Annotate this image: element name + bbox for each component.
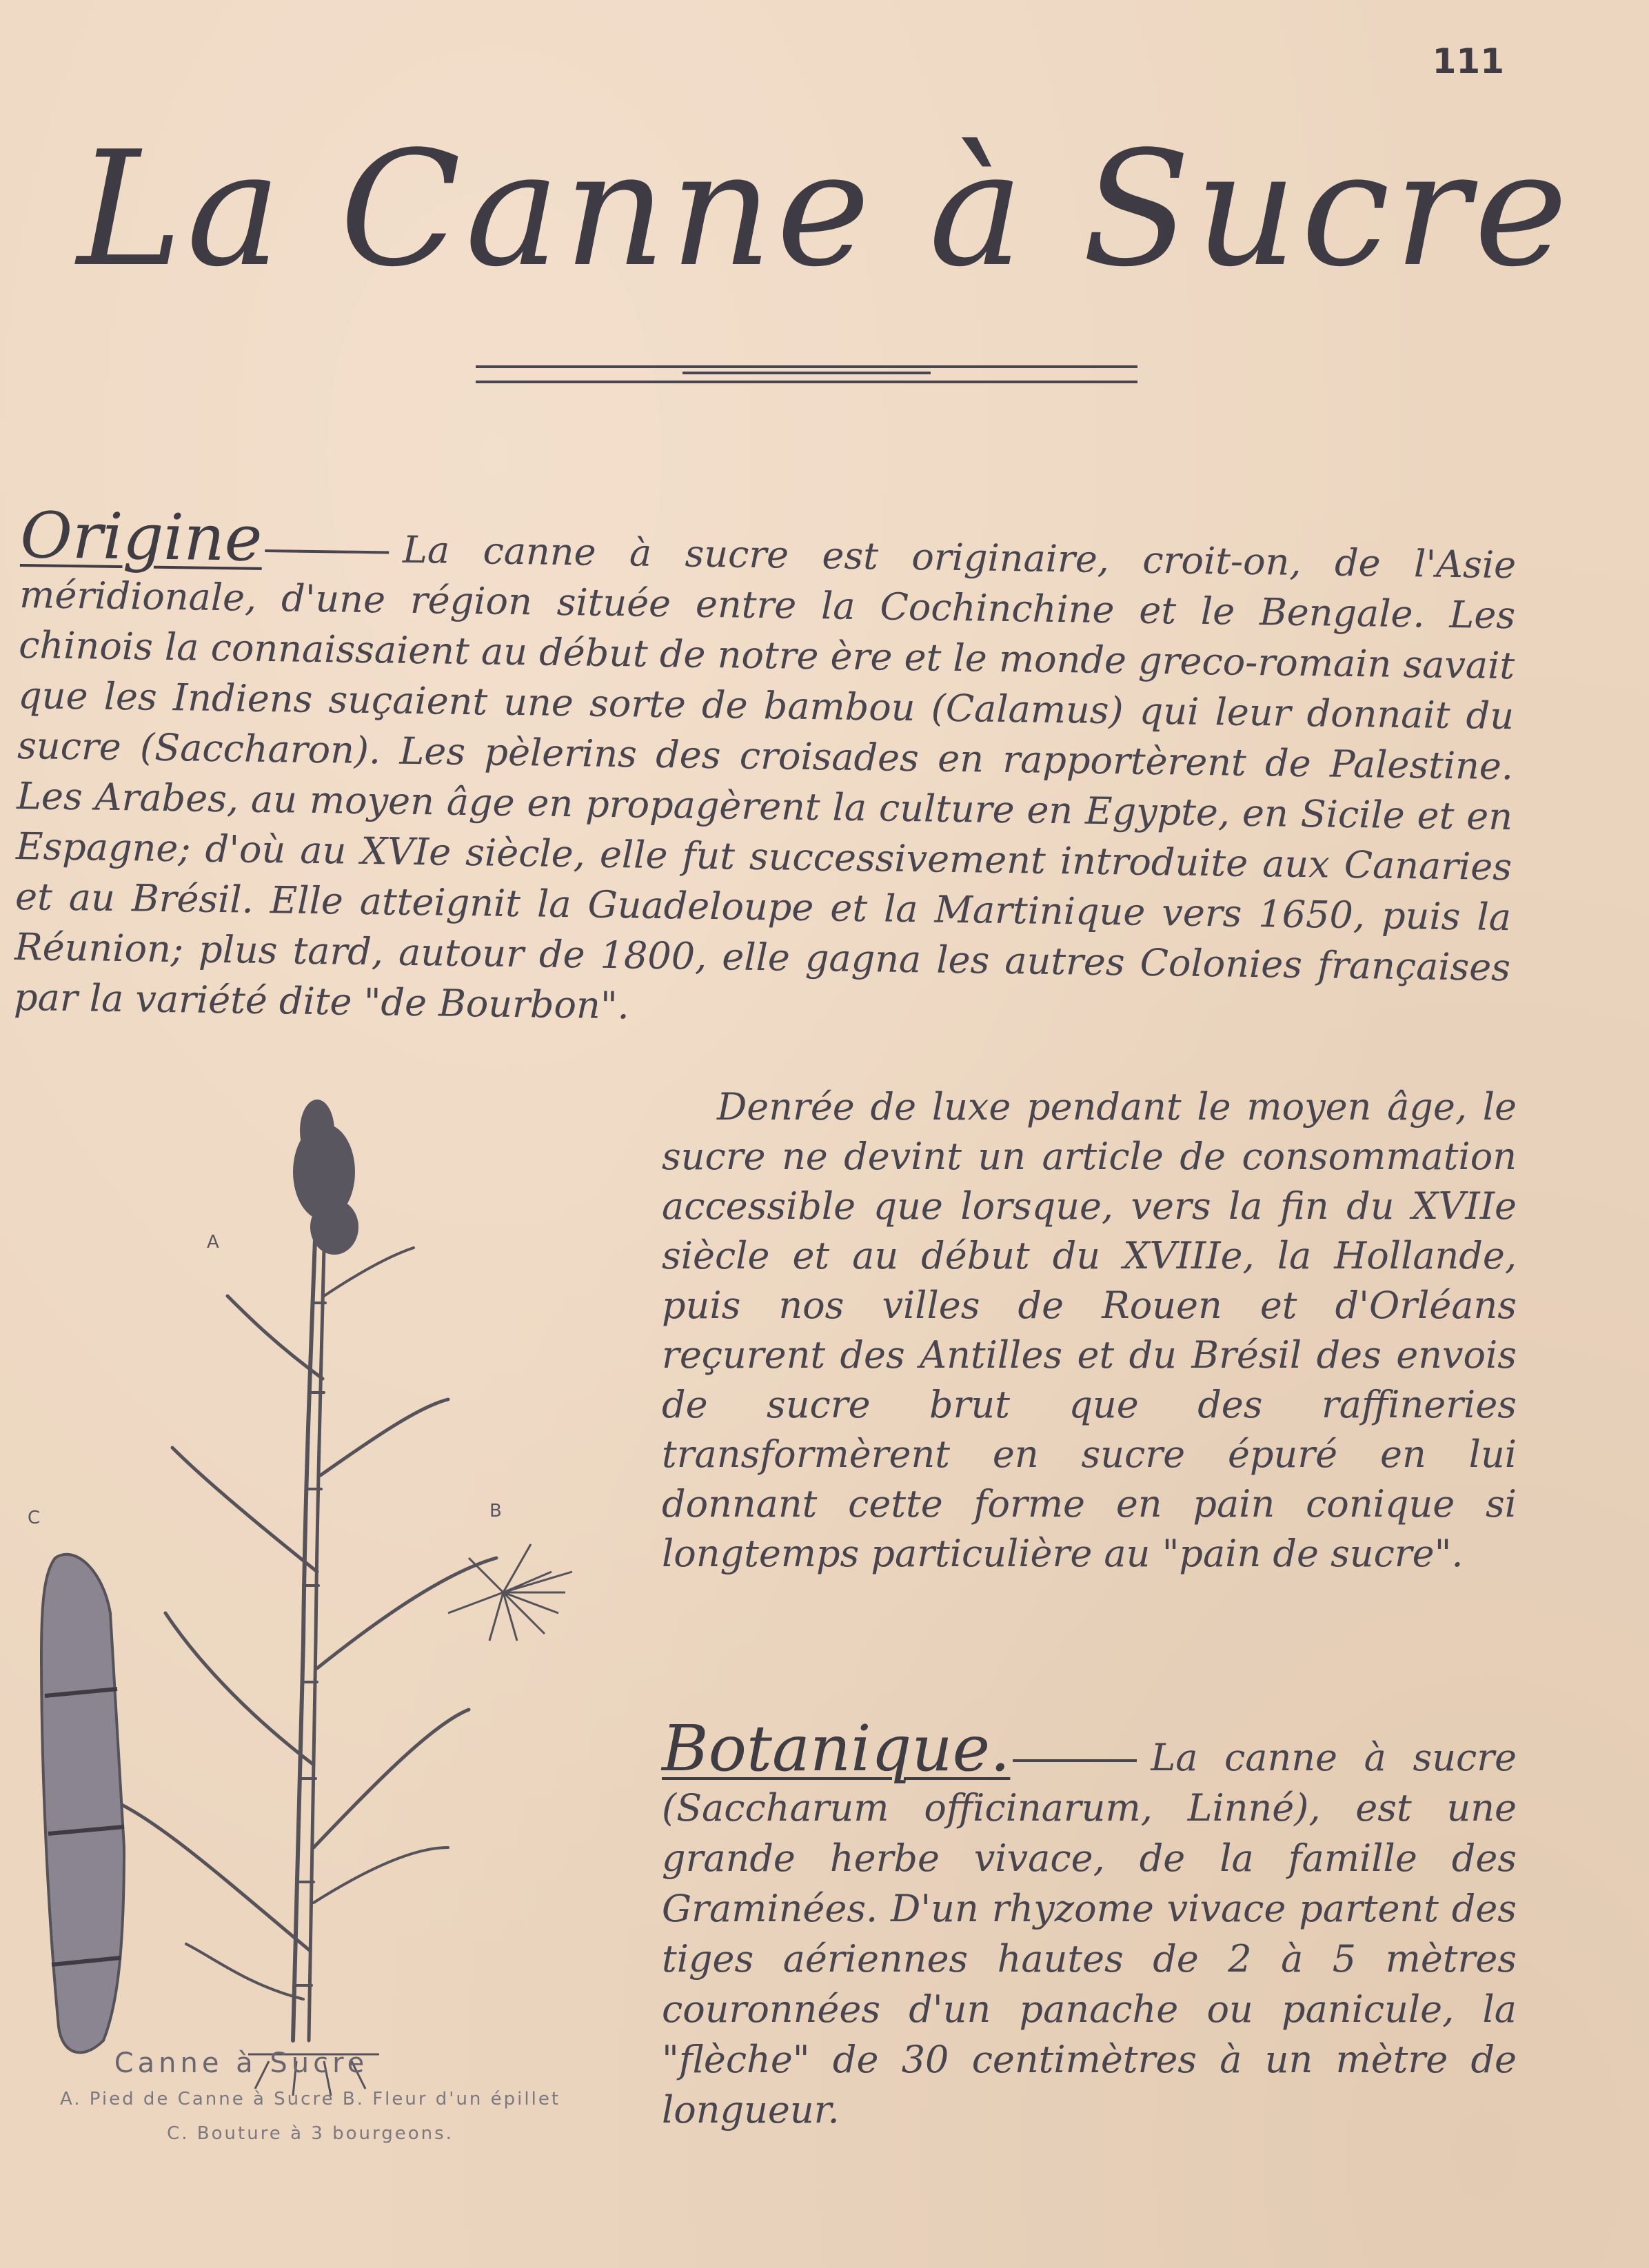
illustration-caption-line1: A. Pied de Canne à Sucre B. Fleur d'un épillet [59,2089,561,2109]
page-title: La Canne à Sucre [77,118,1572,302]
botanique-text: La canne à sucre (Saccharum officinarum, Linné), est une grande herbe vivace, de la famille des Graminées. D'un rhyzome vivace partent des tiges aériennes hautes de 2 à 5 mètres couronnées d'un panache ou panicule, la "flèche" de 30 centimètres à un mètre de longueur. [662,1736,1517,2132]
label-c: C [28,1508,41,1528]
illustration-caption-line2: C. Bouture à 3 bourgeons. [167,2123,454,2144]
origine-paragraph [13,498,1517,1043]
heading-dash [1013,1759,1137,1762]
origine-heading: Origine [19,498,263,576]
page-number: 111 [1432,41,1504,81]
illustration-caption-title: Canne à Sucre [114,2047,369,2079]
sugar-cane-illustration [21,1089,641,2109]
heading-dash [265,549,389,554]
origine-text: La canne à sucre est originaire, croit-on, de l'Asie méridionale, d'une région située entre la Cochinchine et le Bengale. Les chinois la connaissaient au début de notre ère et le monde greco-romain savait que les Indiens suçaient une sorte de bambou (Calamus) qui leur donnait du sucre (Saccharon). Les pèlerins des croisades en rapportèrent de Palestine. Les Arabes, au moyen âge en propagèrent la culture en Egypte, en Sicile et en Espagne; d'où au XVIe siècle, elle fut successivement introduite aux Canaries et au Brésil. Elle atteignit la Guadeloupe et la Martinique vers 1650, puis la Réunion; plus tard, autour de 1800, elle gagna les autres Colonies françaises par la variété dite "de Bourbon". [13,527,1517,1028]
sugar-cane-drawing [21,1089,641,2109]
origine-continuation: Denrée de luxe pendant le moyen âge, le sucre ne devint un article de consommation accessible que lorsque, vers la fin du XVIIe siècle et au début du XVIIIe, la Hollande, puis nos villes de Rouen et d'Orléans reçurent des Antilles et du Brésil des envois de sucre brut que des raffineries transformèrent en sucre épuré en lui donnant cette forme en pain conique si longtemps particulière au "pain de sucre". [662,1085,1517,1575]
botanique-paragraph [662,1712,1517,2135]
label-a: A [207,1232,219,1253]
title-underline [476,365,1137,383]
label-b: B [489,1501,502,1521]
botanique-heading: Botanique. [662,1712,1011,1785]
